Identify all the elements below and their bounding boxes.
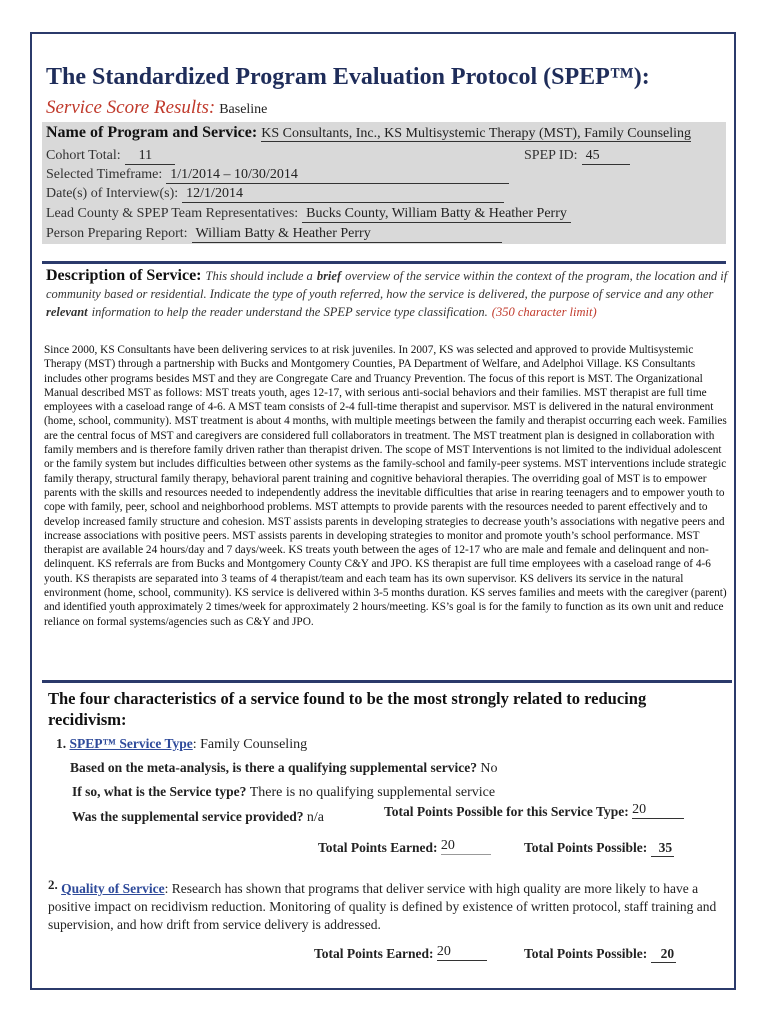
possible-type-label: Total Points Possible for this Service Type: — [384, 804, 629, 819]
q3-label: Was the supplemental service provided? — [72, 809, 304, 824]
description-hint-relevant: relevant — [46, 305, 88, 319]
description-heading: Description of Service: — [46, 267, 202, 284]
possible-type-row — [384, 804, 684, 822]
description-body[interactable]: Since 2000, KS Consultants have been delivering services to at risk juveniles. In 2007, KS was selected and approved to provide Multisystemic Therapy (MST) through a partnership with Bucks and Montgomery Counties, PA Department of Welfare, and Adelphoi Village. KS Consultants includes other programs besides MST and they are Congregate Care and Truancy Prevention. The focus of this report is MST. The Organizational Manual described MST as follows: MST treats youth, ages 12-17, with serious anti-social behaviors and their families. MST therapist are full time employees with a caseload range of 4-6. A MST team consists of 2-4 full-time therapist and supervisor. MST is delivered in the natural environment (home, school, community). MST treatment is about 4 months, with multiple meetings between the family and therapist occurring each week. Families are the central focus of MST and caregivers are considered full collaborators in treatment. The MST treatment plan is designed in collaboration with family members and is therefore family driven rather than therapist driven. The scope of MST Interventions is not limited to the individual adolescent or the family system but includes difficulties between other systems as the family-school and family-peer systems. MST interventions include strategic family therapy, structural family therapy, behavioral parent training and cognitive behavioral therapies. The overriding goal of MST is to empower parents with the skills and resources needed to independently address the inevitable difficulties that arise in rearing teenagers and to empower youth to cope with family, peer, school and neighborhood problems. MST attempts to provide parents with the resources needed to parent effectively and to develop increased family structure and cohesion. MST assists parents in developing strategies to decrease youth’s associations with negative peers and increase associations with positive peers. MST assists parents in developing strategies to monitor and promote youth’s school performance. MST therapist are available 24 hours/day and 7 days/week. KS treats youth between the ages of 12-17 who are male and female and delinquent and non-delinquent. KS referrals are from Bucks and Montgomery County C&Y and JPO. KS therapist are full time employees with a caseload range of 4-6 youth. KS therapists are separated into 3 teams of 4 therapist/team and each team has its own supervisor. KS delivers its service in the natural environment (home, school, community). KS service is delivered within 3-5 months duration. KS serves families and meets with the caregiver (parent) and identified youth approximately 2 times/week for approximately 2 hours/meeting. KS’s goal is for the family to function as its own unit and reduce reliance on formal systems/agencies such as C&Y and JPO. — [44, 344, 727, 628]
q2-label: If so, what is the Service type? — [72, 784, 247, 799]
item-2-earned-label: Total Points Earned: — [314, 946, 434, 961]
interview-value[interactable]: 12/1/2014 — [182, 186, 504, 203]
item-2-earned-row — [314, 946, 487, 964]
possible-type-value[interactable]: 20 — [632, 802, 684, 819]
timeframe-row — [46, 165, 509, 184]
page-title: The Standardized Program Evaluation Protocol (SPEP™): — [46, 64, 650, 90]
q2-value[interactable]: There is no qualifying supplemental service — [249, 785, 496, 800]
item-1-earned-label: Total Points Earned: — [318, 840, 438, 855]
program-name-row — [46, 124, 691, 142]
service-score-results — [46, 97, 267, 119]
quality-of-service-link[interactable]: Quality of Service — [61, 881, 165, 896]
description-limit: (350 character limit) — [491, 305, 597, 319]
q2-row — [72, 784, 495, 801]
item-1-possible-row — [524, 840, 674, 857]
item-1-possible-label: Total Points Possible: — [524, 840, 648, 855]
service-type-value: : Family Counseling — [192, 737, 308, 752]
interview-label: Date(s) of Interview(s): — [46, 186, 179, 201]
item-2-possible-label: Total Points Possible: — [524, 946, 648, 961]
section-divider-2 — [42, 680, 732, 683]
preparer-value[interactable]: William Batty & Heather Perry — [192, 226, 502, 243]
description-hint-1: This should include a — [205, 269, 313, 283]
cohort-value[interactable]: 11 — [125, 148, 175, 165]
item-2-possible-row — [524, 946, 676, 963]
lead-county-label: Lead County & SPEP Team Representatives: — [46, 206, 299, 221]
preparer-row — [46, 224, 502, 243]
q1-value[interactable]: No — [480, 761, 498, 776]
spep-service-type-link[interactable]: SPEP™ Service Type — [69, 736, 193, 751]
item-2-earned-value[interactable]: 20 — [437, 944, 487, 961]
section-divider — [42, 261, 726, 264]
q1-label: Based on the meta-analysis, is there a qualifying supplemental service? — [70, 760, 478, 775]
item-1-earned-value[interactable]: 20 — [441, 838, 491, 855]
interview-row — [46, 184, 504, 203]
program-name-value[interactable]: KS Consultants, Inc., KS Multisystemic Therapy (MST), Family Counseling — [261, 126, 692, 141]
q3-value[interactable]: n/a — [306, 810, 324, 825]
q3-row — [72, 809, 324, 826]
description-header — [46, 267, 730, 321]
preparer-label: Person Preparing Report: — [46, 226, 188, 241]
spep-id-value[interactable]: 45 — [582, 148, 630, 165]
quality-of-service-text: : Research has shown that programs that deliver service with high quality are more likely to have a positive impact on recidivism reduction. Monitoring of quality is defined by existence of written protocol, staff training and supervision, and how drift from service delivery is addressed. — [48, 881, 717, 932]
program-name-label: Name of Program and Service: — [46, 124, 258, 141]
item-1-earned-row — [318, 840, 491, 858]
item-1-number: 1. — [56, 736, 67, 751]
item-1-possible-value[interactable]: 35 — [651, 840, 675, 857]
timeframe-value[interactable]: 1/1/2014 – 10/30/2014 — [166, 167, 509, 184]
item-1-row — [56, 736, 307, 753]
lead-county-value[interactable]: Bucks County, William Batty & Heather Perry — [302, 206, 571, 223]
q1-row — [70, 760, 498, 777]
description-hint-3: information to help the reader understand the SPEP service type classification. — [91, 305, 488, 319]
lead-county-row — [46, 204, 571, 223]
subtitle-label: Service Score Results: — [46, 97, 216, 118]
item-2-number: 2. — [48, 877, 58, 892]
spep-id-row — [524, 146, 630, 165]
spep-id-label: SPEP ID: — [524, 148, 578, 163]
item-2-block — [48, 877, 728, 934]
cohort-label: Cohort Total: — [46, 148, 121, 163]
four-characteristics-heading: The four characteristics of a service found to be the most strongly related to reducing recidivism: — [48, 689, 647, 729]
description-hint-brief: brief — [316, 269, 342, 283]
cohort-row — [46, 146, 175, 165]
item-2-possible-value[interactable]: 20 — [651, 946, 677, 963]
description-hint-2: overview of the service within the context of the program, the location and if community based or residential. Indicate the type of youth referred, how the service is delivered, the purpose of service and any other — [46, 269, 728, 301]
subtitle-value: Baseline — [219, 102, 268, 117]
timeframe-label: Selected Timeframe: — [46, 167, 163, 182]
